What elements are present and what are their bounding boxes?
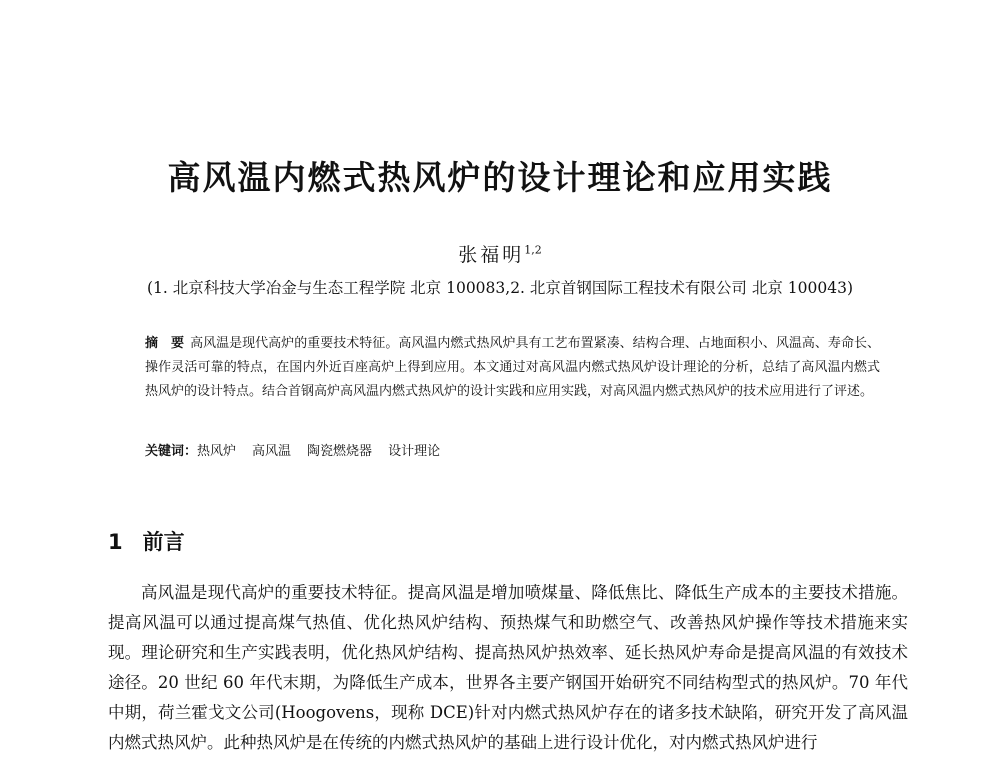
- author-affiliation-marker: 1,2: [524, 243, 542, 257]
- abstract: [145, 332, 880, 404]
- author-line: [0, 240, 1000, 267]
- keyword: 热风炉: [197, 444, 237, 459]
- keyword: 高风温: [252, 444, 292, 459]
- abstract-label: 摘 要: [145, 336, 185, 351]
- body-paragraph: 高风温是现代高炉的重要技术特征。提高风温是增加喷煤量、降低焦比、降低生产成本的主要技术措施。提高风温可以通过提高煤气热值、优化热风炉结构、预热煤气和助燃空气、改善热风炉操作等技术措施来实现。理论研究和生产实践表明，优化热风炉结构、提高热风炉热效率、延长热风炉寿命是提高风温的有效技术途径。20 世纪 60 年代末期，为降低生产成本，世界各主要产钢国开始研究不同结构型式的热风炉。70 年代中期，荷兰霍戈文公司(Hoogovens，现称 DCE)针对内燃式热风炉存在的诸多技术缺陷，研究开发了高风温内燃式热风炉。此种热风炉是在传统的内燃式热风炉的基础上进行设计优化，对内燃式热风炉进行: [108, 583, 908, 752]
- abstract-text: 高风温是现代高炉的重要技术特征。高风温内燃式热风炉具有工艺布置紧凑、结构合理、占地面积小、风温高、寿命长、操作灵活可靠的特点，在国内外近百座高炉上得到应用。本文通过对高风温内燃式热风炉设计理论的分析，总结了高风温内燃式热风炉的设计特点。结合首钢高炉高风温内燃式热风炉的设计实践和应用实践，对高风温内燃式热风炉的技术应用进行了评述。: [145, 336, 880, 399]
- author-name: 张福明: [458, 244, 525, 266]
- affiliation: (1. 北京科技大学冶金与生态工程学院 北京 100083,2. 北京首钢国际工程技术有限公司 北京 100043): [146, 279, 853, 297]
- paper-title: 高风温内燃式热风炉的设计理论和应用实践: [167, 158, 833, 197]
- keyword: 陶瓷燃烧器: [307, 444, 373, 459]
- section-number: 1: [108, 530, 123, 554]
- section-title: 前言: [142, 530, 185, 554]
- keyword: 设计理论: [388, 444, 441, 459]
- keywords-label: 关键词：: [145, 444, 198, 459]
- section-heading: [108, 526, 185, 556]
- keywords: [145, 442, 880, 462]
